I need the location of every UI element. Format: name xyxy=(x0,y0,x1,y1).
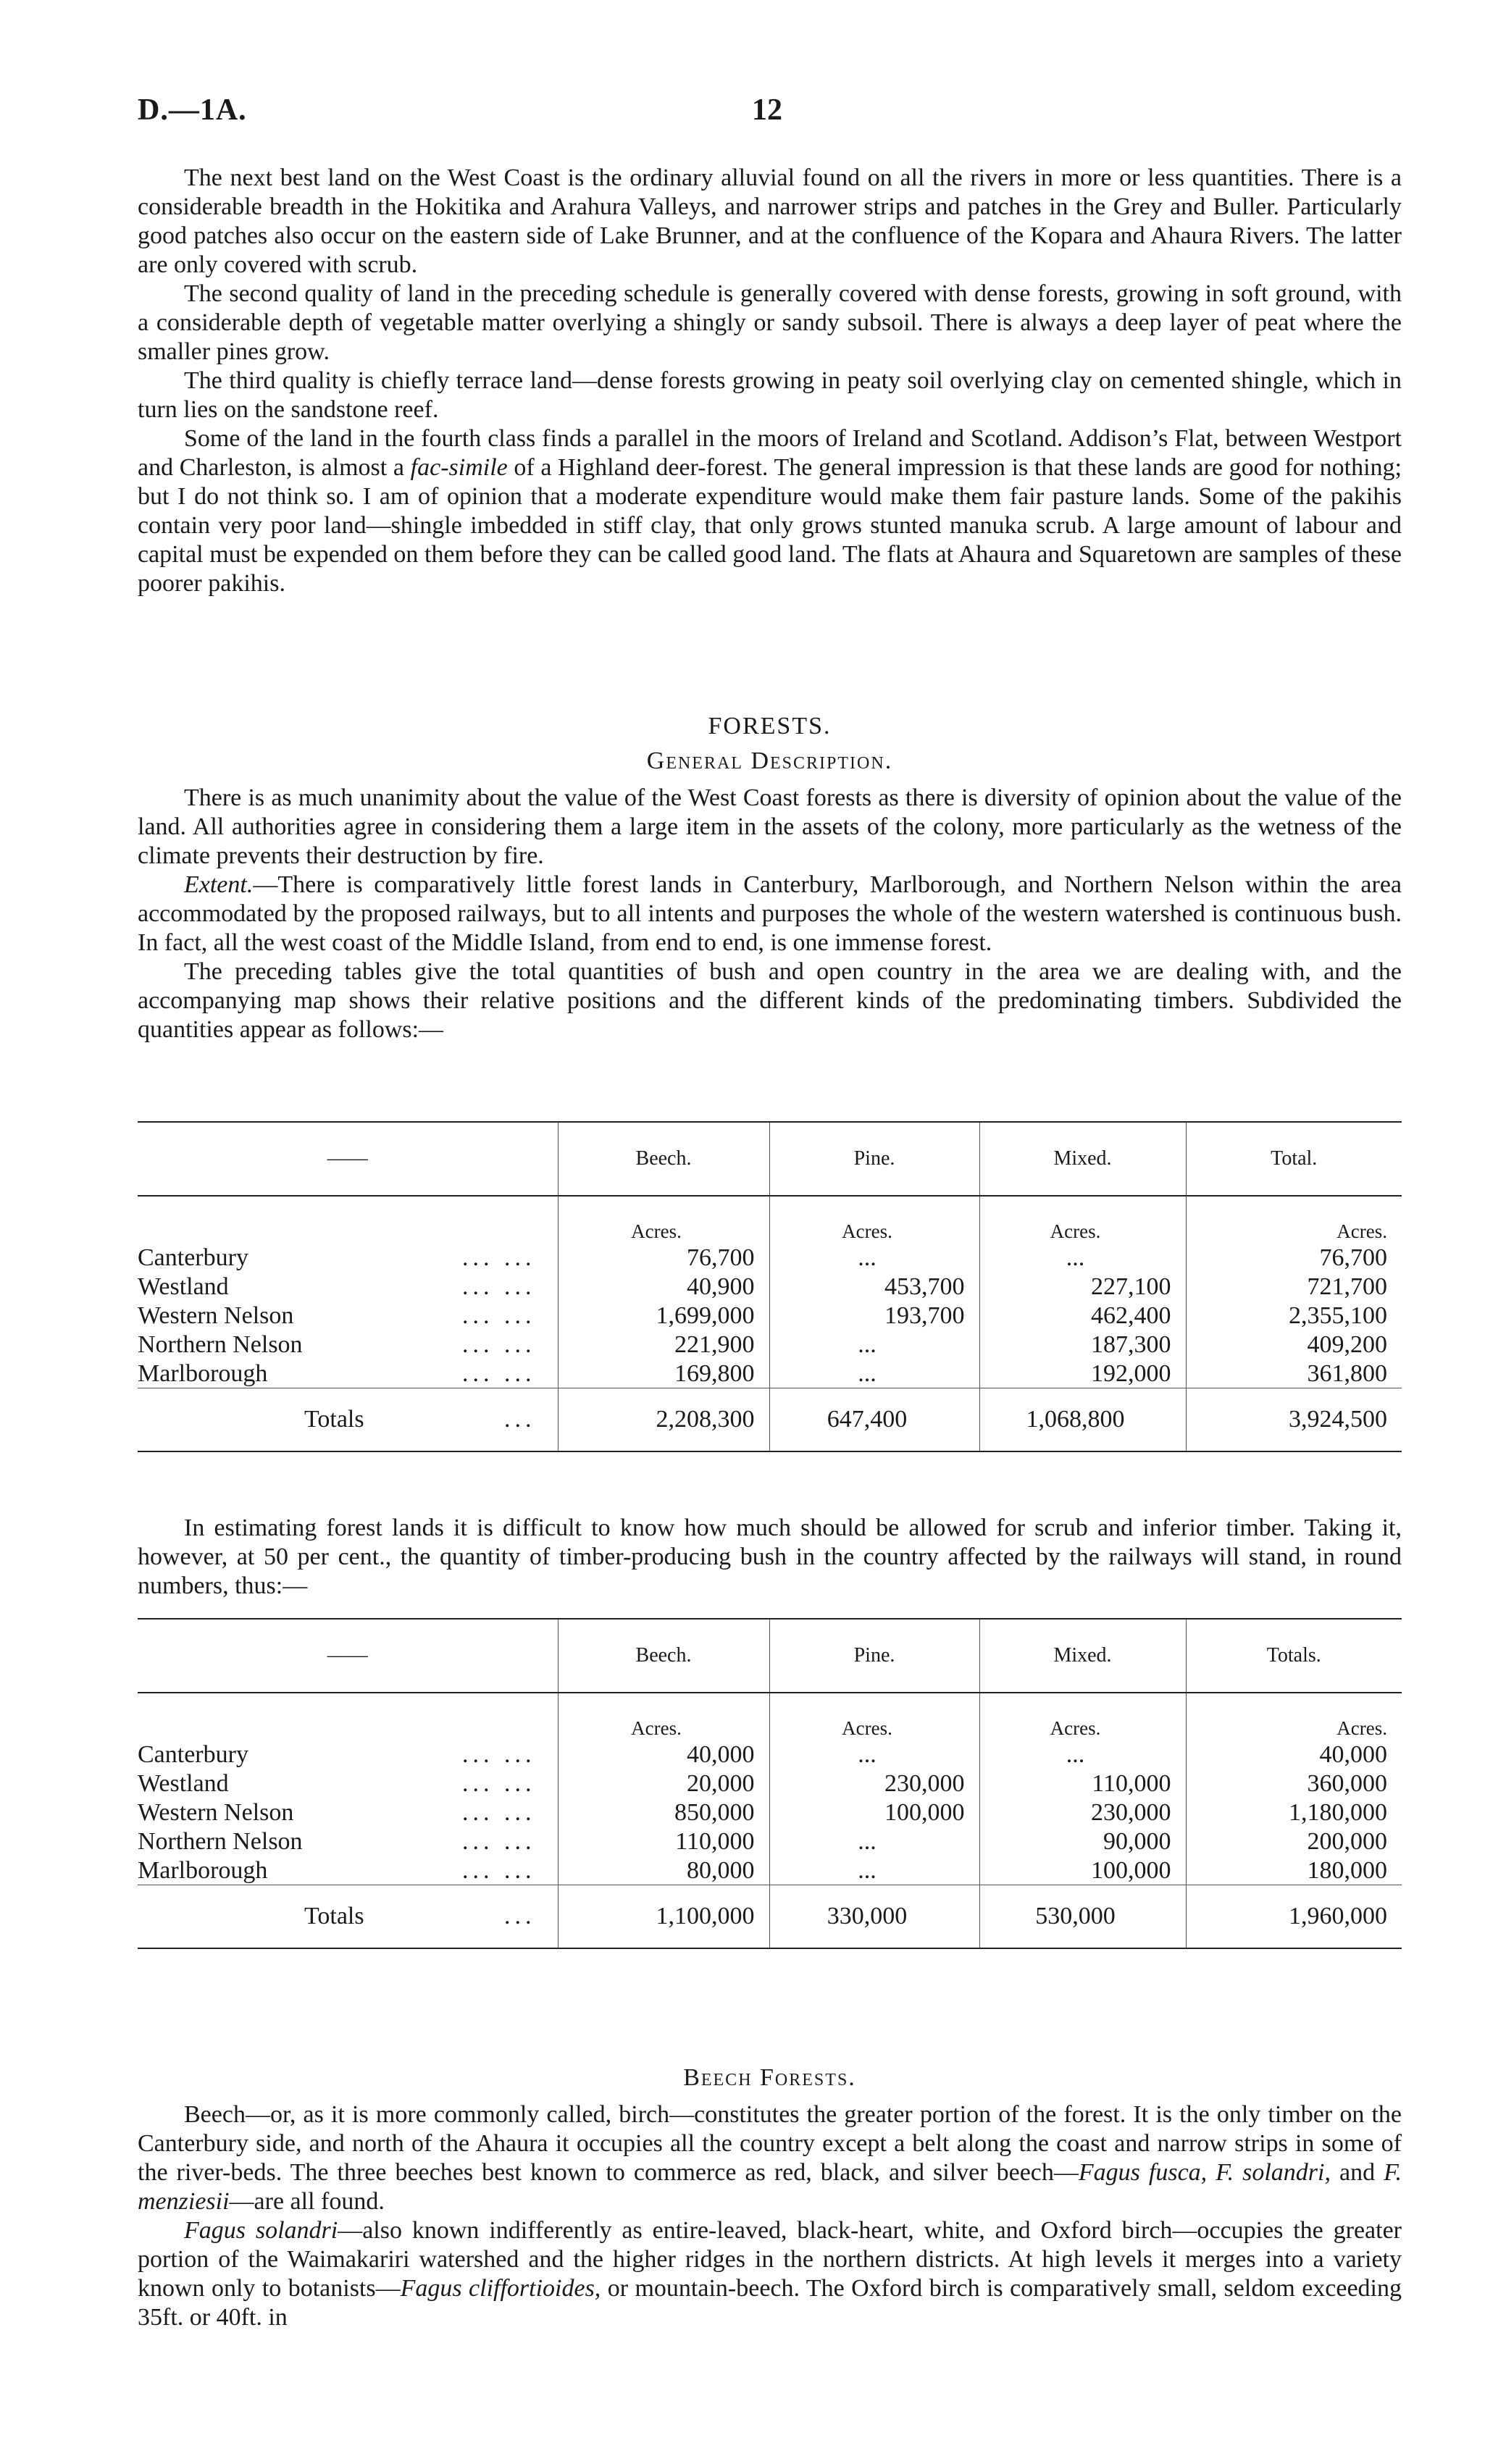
cell-pine: 453,700 xyxy=(769,1272,979,1301)
column-header: Totals. xyxy=(1186,1619,1402,1693)
cell-total: 40,000 xyxy=(1186,1740,1402,1769)
unit-label: Acres. xyxy=(769,1693,979,1740)
paragraph-third-quality: The third quality is chiefly terrace land—dense forests growing in peaty soil overlying clay on cemented shingle, which in turn lies on the sandstone reef. xyxy=(138,367,1402,423)
document-reference: D.—1A. xyxy=(138,93,247,127)
paragraph-fagus-solandri: Fagus solandri—also known indifferently as entire-leaved, black-heart, white, and Oxford birch—occupies the greater portion of the Waimakariri watershed and the higher ridges in the northern districts. At high levels it merges into a variety known only to botanists—Fagus cliffortioides, or mountain-beech. The Oxford birch is comparatively small, seldom exceeding 35ft. or 40ft. in xyxy=(138,2217,1402,2331)
column-header: —— xyxy=(138,1619,558,1693)
total-mixed: 1,068,800 xyxy=(979,1388,1186,1452)
paragraph-preceding-tables: The preceding tables give the total quantities of bush and open country in the area we are dealing with, and the accompanying map shows their relative positions and the different kinds of the predominating timbers. Subdivided the quantities appear as follows:— xyxy=(138,958,1402,1043)
cell-pine: ... xyxy=(769,1740,979,1769)
row-label: Canterbury xyxy=(138,1244,248,1271)
unit-label: Acres. xyxy=(558,1196,769,1243)
page-number: 12 xyxy=(752,93,782,127)
cell-beech: 110,000 xyxy=(558,1827,769,1856)
cell-total: 409,200 xyxy=(1186,1330,1402,1359)
cell-mixed: 230,000 xyxy=(979,1798,1186,1827)
general-description-subtitle: General Description. xyxy=(646,747,893,774)
table-row: Marlborough ... ... 80,000 ... 100,000 180,000 xyxy=(138,1856,1402,1885)
table-row: Western Nelson ... ... 1,699,000 193,700 462,400 2,355,100 xyxy=(138,1301,1402,1330)
table-row: Northern Nelson ... ... 221,900 ... 187,300 409,200 xyxy=(138,1330,1402,1359)
totals-label: Totals xyxy=(304,1903,364,1929)
table-header-row xyxy=(138,1122,1402,1196)
cell-total: 1,180,000 xyxy=(1186,1798,1402,1827)
paragraph-estimating: In estimating forest lands it is difficult to know how much should be allowed for scrub and inferior timber. Taking it, however, at 50 per cent., the quantity of timber-producing bush in the country affected by the railways will stand, in round numbers, thus:— xyxy=(138,1514,1402,1599)
unit-label: Acres. xyxy=(1186,1196,1402,1243)
forest-quantities-table xyxy=(138,1121,1402,1452)
timber-bush-table xyxy=(138,1618,1402,1949)
cell-pine: 193,700 xyxy=(769,1301,979,1330)
total-beech: 2,208,300 xyxy=(558,1388,769,1452)
cell-beech: 850,000 xyxy=(558,1798,769,1827)
row-label: Western Nelson xyxy=(138,1302,294,1329)
paragraph-beech: Beech—or, as it is more commonly called, birch—constitutes the greater portion of the forest. It is the only timber on the Canterbury side, and north of the Ahaura it occupies all the country except a belt along the coast and narrow strips in some of the river-beds. The three beeches best known to commerce as red, black, and silver beech—Fagus fusca, F. solandri, and F. menziesii—are all found. xyxy=(138,2101,1402,2215)
table-row: Northern Nelson ... ... 110,000 ... 90,000 200,000 xyxy=(138,1827,1402,1856)
table-row: Westland ... ... 40,900 453,700 227,100 721,700 xyxy=(138,1272,1402,1301)
cell-mixed: 90,000 xyxy=(979,1827,1186,1856)
forests-title: FORESTS. xyxy=(708,713,832,739)
unit-label: Acres. xyxy=(979,1196,1186,1243)
cell-beech: 40,000 xyxy=(558,1740,769,1769)
table-row: Western Nelson ... ... 850,000 100,000 230,000 1,180,000 xyxy=(138,1798,1402,1827)
paragraph-fourth-class: Some of the land in the fourth class finds a parallel in the moors of Ireland and Scotland. Addison’s Flat, between Westport and Charleston, is almost a fac-simile of a Highland deer-forest. The general impression is that these lands are good for nothing; but I do not think so. I am of opinion that a moderate expenditure would make them fair pasture lands. Some of the pakihis contain very poor land—shingle imbedded in stiff clay, that only grows stunted manuka scrub. A large amount of labour and capital must be expended on them before they can be called good land. The flats at Ahaura and Squaretown are samples of these poorer pakihis. xyxy=(138,425,1402,597)
unit-label: Acres. xyxy=(1186,1693,1402,1740)
estimate-section xyxy=(138,1514,1402,1601)
row-label: Marlborough xyxy=(138,1360,268,1387)
column-header: Beech. xyxy=(558,1122,769,1196)
cell-pine: ... xyxy=(769,1856,979,1885)
cell-pine: ... xyxy=(769,1359,979,1388)
column-header: Pine. xyxy=(769,1619,979,1693)
total-total: 1,960,000 xyxy=(1186,1885,1402,1949)
table-row: Canterbury ... ... 40,000 ... ... 40,000 xyxy=(138,1740,1402,1769)
total-beech: 1,100,000 xyxy=(558,1885,769,1949)
beech-forests-title: Beech Forests. xyxy=(683,2064,856,2091)
unit-label: Acres. xyxy=(979,1693,1186,1740)
column-header: —— xyxy=(138,1122,558,1196)
cell-total: 361,800 xyxy=(1186,1359,1402,1388)
cell-mixed: 110,000 xyxy=(979,1769,1186,1798)
cell-pine: ... xyxy=(769,1243,979,1272)
paragraph-alluvial: The next best land on the West Coast is the ordinary alluvial found on all the rivers in more or less quantities. There is a considerable breadth in the Hokitika and Arahura Valleys, and narrower strips and patches in the Grey and Buller. Particularly good patches also occur on the eastern side of Lake Brunner, and at the confluence of the Kopara and Ahaura Rivers. The latter are only covered with scrub. xyxy=(138,164,1402,278)
column-header: Beech. xyxy=(558,1619,769,1693)
totals-row: Totals ... 2,208,300 647,400 1,068,800 3,924,500 xyxy=(138,1388,1402,1452)
cell-mixed: ... xyxy=(979,1243,1186,1272)
cell-beech: 169,800 xyxy=(558,1359,769,1388)
table-row: Westland ... ... 20,000 230,000 110,000 360,000 xyxy=(138,1769,1402,1798)
total-mixed: 530,000 xyxy=(979,1885,1186,1949)
total-pine: 647,400 xyxy=(769,1388,979,1452)
cell-beech: 76,700 xyxy=(558,1243,769,1272)
row-label: Northern Nelson xyxy=(138,1828,303,1855)
cell-total: 360,000 xyxy=(1186,1769,1402,1798)
cell-mixed: 187,300 xyxy=(979,1330,1186,1359)
cell-beech: 1,699,000 xyxy=(558,1301,769,1330)
cell-total: 2,355,100 xyxy=(1186,1301,1402,1330)
cell-pine: 100,000 xyxy=(769,1798,979,1827)
row-label: Westland xyxy=(138,1273,229,1300)
paragraph-second-quality: The second quality of land in the preceding schedule is generally covered with dense forests, growing in soft ground, with a considerable depth of vegetable matter overlying a shingly or sandy subsoil. There is always a deep layer of peat where the smaller pines grow. xyxy=(138,280,1402,365)
units-row xyxy=(138,1196,1402,1243)
cell-total: 721,700 xyxy=(1186,1272,1402,1301)
totals-row: Totals ... 1,100,000 330,000 530,000 1,960,000 xyxy=(138,1885,1402,1949)
cell-beech: 221,900 xyxy=(558,1330,769,1359)
cell-total: 200,000 xyxy=(1186,1827,1402,1856)
unit-label: Acres. xyxy=(558,1693,769,1740)
totals-label: Totals xyxy=(304,1406,364,1433)
paragraph-extent: Extent.—There is comparatively little forest lands in Canterbury, Marlborough, and Northern Nelson within the area accommodated by the proposed railways, but to all intents and purposes the whole of the western watershed is continuous bush. In fact, all the west coast of the Middle Island, from end to end, is one immense forest. xyxy=(138,871,1402,956)
beech-section xyxy=(138,2100,1402,2332)
row-label: Northern Nelson xyxy=(138,1331,303,1358)
row-label: Western Nelson xyxy=(138,1799,294,1826)
column-header: Pine. xyxy=(769,1122,979,1196)
cell-beech: 80,000 xyxy=(558,1856,769,1885)
row-label: Westland xyxy=(138,1770,229,1797)
cell-beech: 20,000 xyxy=(558,1769,769,1798)
total-total: 3,924,500 xyxy=(1186,1388,1402,1452)
cell-mixed: ... xyxy=(979,1740,1186,1769)
cell-total: 180,000 xyxy=(1186,1856,1402,1885)
cell-mixed: 227,100 xyxy=(979,1272,1186,1301)
cell-beech: 40,900 xyxy=(558,1272,769,1301)
cell-total: 76,700 xyxy=(1186,1243,1402,1272)
cell-mixed: 100,000 xyxy=(979,1856,1186,1885)
cell-pine: ... xyxy=(769,1827,979,1856)
intro-section xyxy=(138,164,1402,598)
column-header: Mixed. xyxy=(979,1122,1186,1196)
table-row: Canterbury ... ... 76,700 ... ... 76,700 xyxy=(138,1243,1402,1272)
row-label: Canterbury xyxy=(138,1741,248,1768)
total-pine: 330,000 xyxy=(769,1885,979,1949)
row-label: Marlborough xyxy=(138,1857,268,1884)
table-header-row xyxy=(138,1619,1402,1693)
cell-pine: ... xyxy=(769,1330,979,1359)
cell-mixed: 192,000 xyxy=(979,1359,1186,1388)
cell-mixed: 462,400 xyxy=(979,1301,1186,1330)
unit-label: Acres. xyxy=(769,1196,979,1243)
page-header xyxy=(138,93,1402,129)
paragraph-forest-value: There is as much unanimity about the value of the West Coast forests as there is diversity of opinion about the value of the land. All authorities agree in considering them a large item in the assets of the colony, more particularly as the wetness of the climate prevents their destruction by fire. xyxy=(138,784,1402,869)
forests-section xyxy=(138,784,1402,1044)
cell-pine: 230,000 xyxy=(769,1769,979,1798)
column-header: Total. xyxy=(1186,1122,1402,1196)
units-row xyxy=(138,1693,1402,1740)
table-row: Marlborough ... ... 169,800 ... 192,000 361,800 xyxy=(138,1359,1402,1388)
column-header: Mixed. xyxy=(979,1619,1186,1693)
